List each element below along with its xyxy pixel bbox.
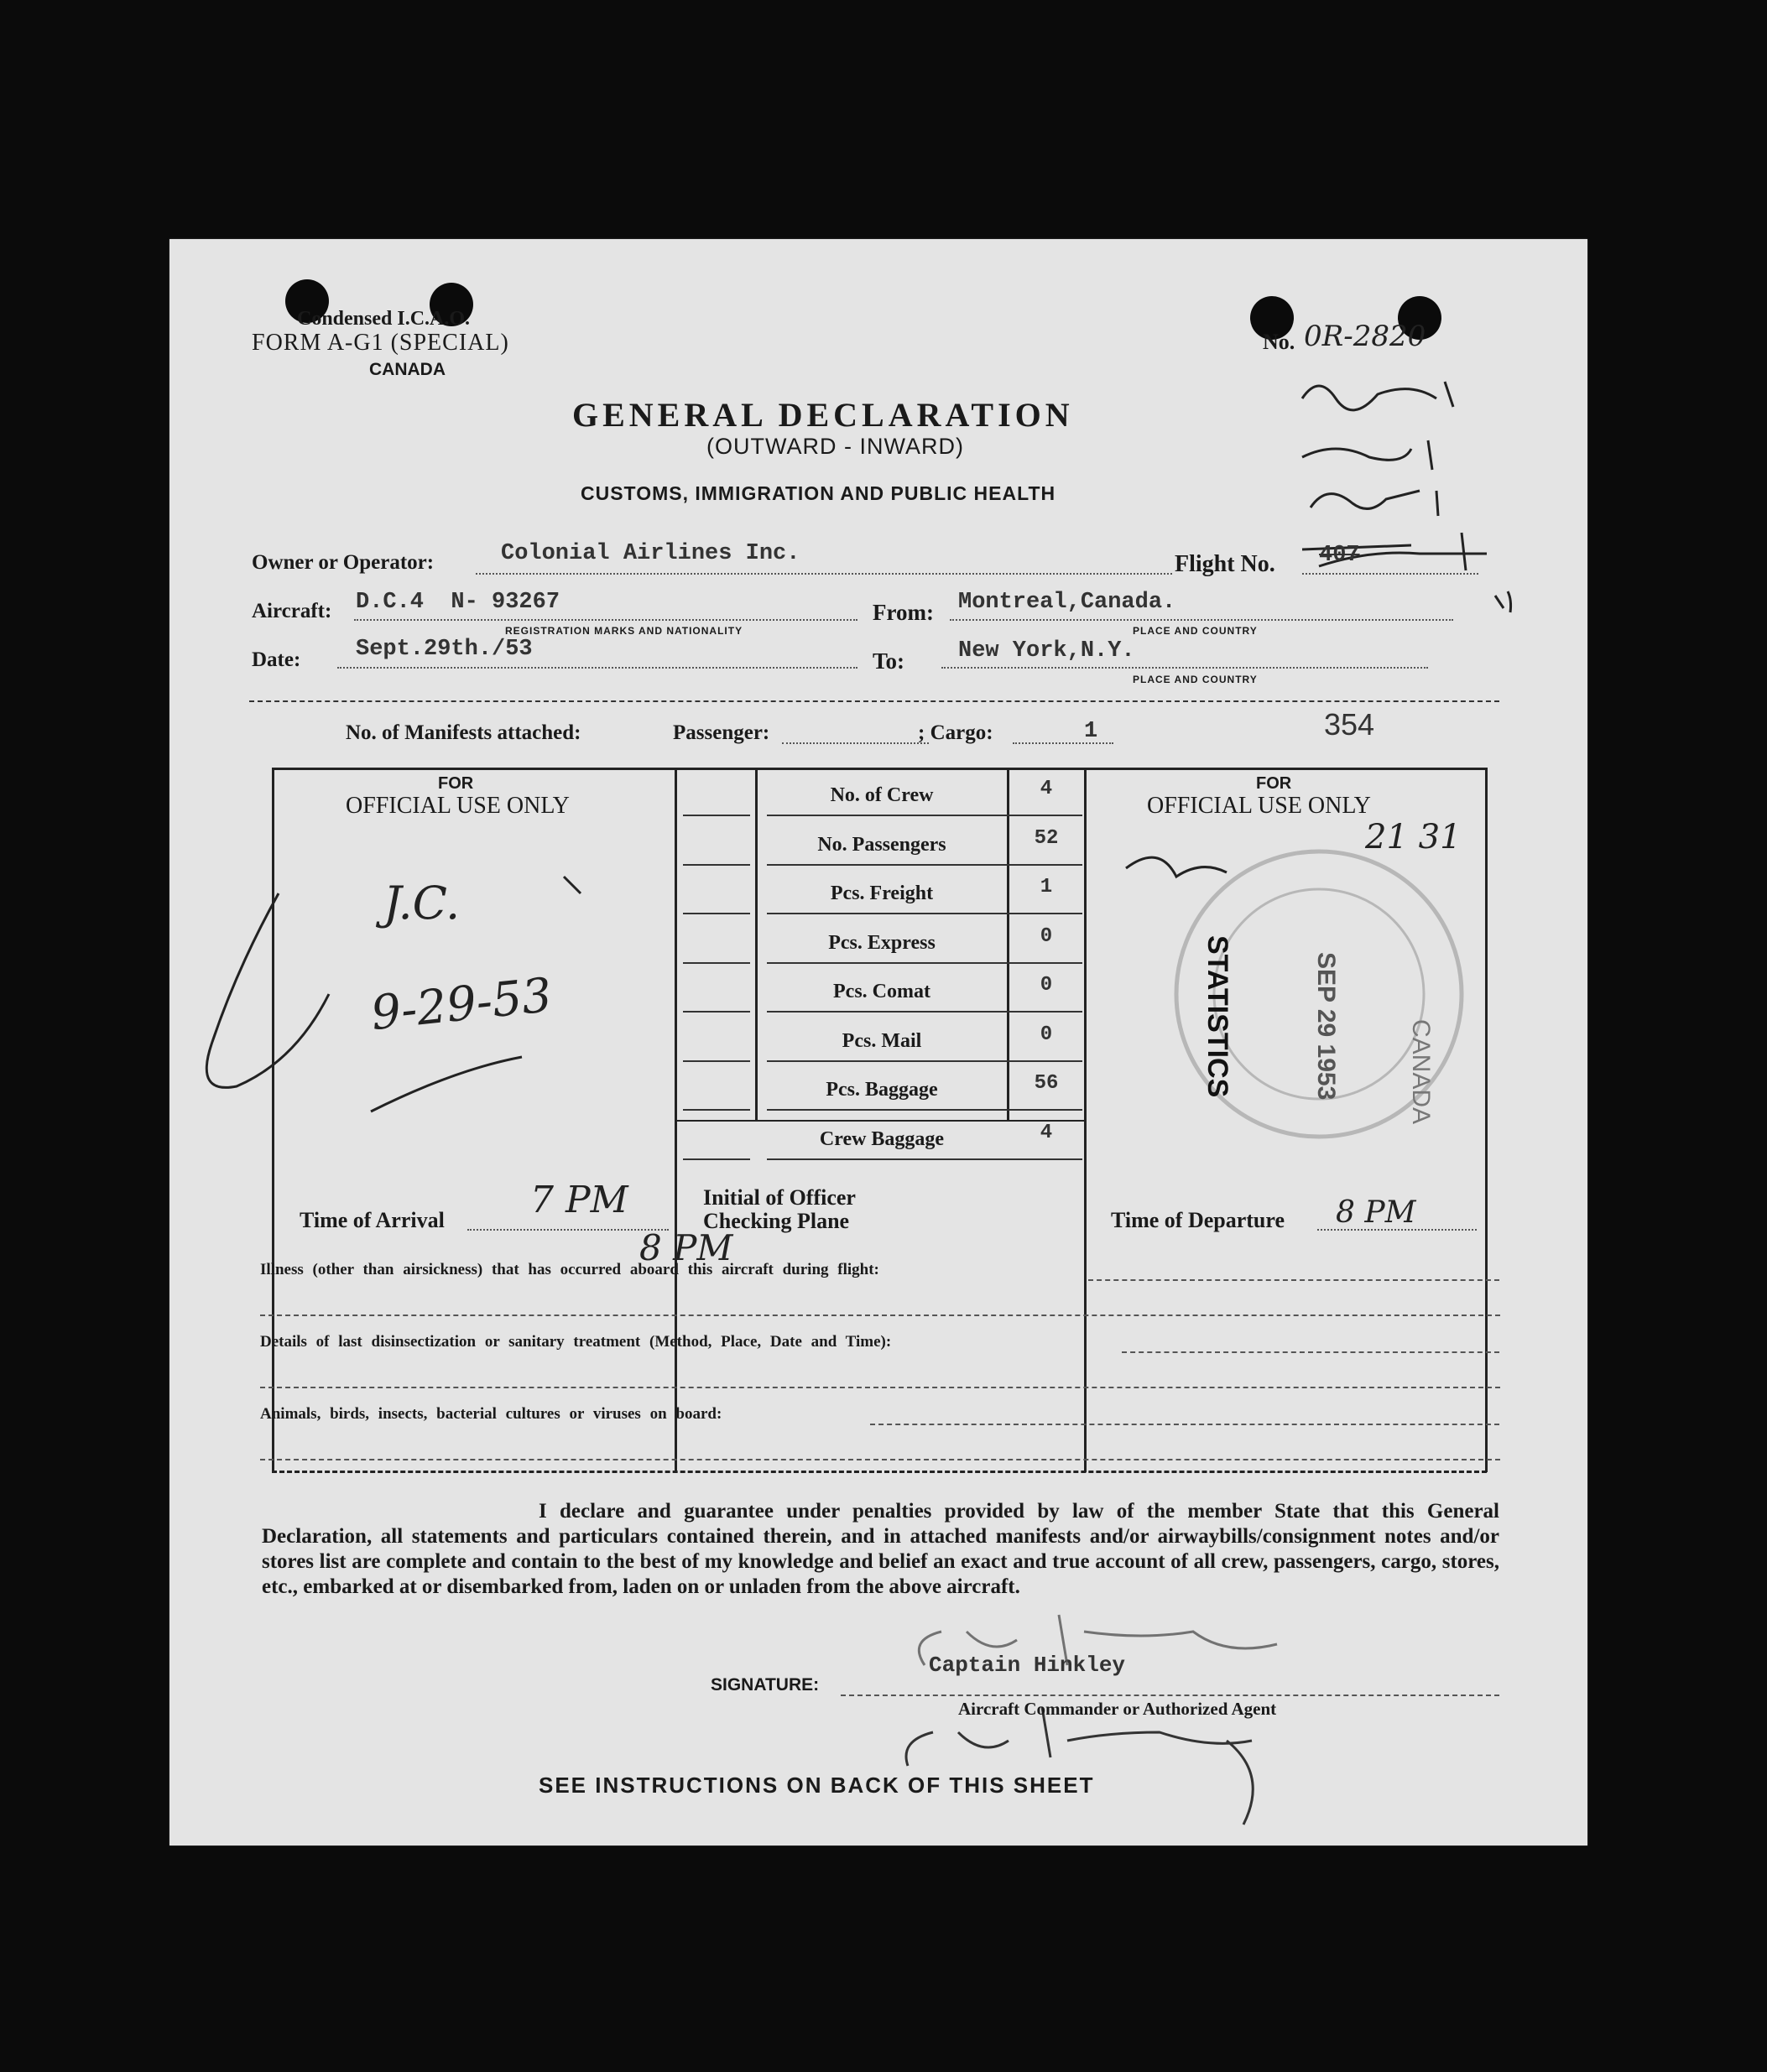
manifests-label: No. of Manifests attached: — [346, 721, 581, 744]
from-value: Montreal,Canada. — [958, 590, 1176, 615]
row-rule — [767, 815, 1082, 816]
row-label: Crew Baggage — [819, 1127, 945, 1150]
flight-label: Flight No. — [1175, 551, 1275, 577]
row-rule — [767, 1011, 1082, 1013]
from-caption: PLACE AND COUNTRY — [1133, 625, 1258, 637]
right-header-2: OFFICIAL USE ONLY — [1147, 793, 1371, 819]
date-value: Sept.29th./53 — [356, 637, 533, 662]
typed-signature-name: Captain Hinkley — [929, 1653, 1126, 1678]
aircraft-caption: REGISTRATION MARKS AND NATIONALITY — [505, 625, 743, 637]
form-line-3: CANADA — [369, 360, 446, 379]
page-subtitle-2: CUSTOMS, IMMIGRATION AND PUBLIC HEALTH — [581, 482, 1056, 504]
row-blank-rule — [683, 1060, 750, 1062]
departure-time-handwritten: 8 PM — [1336, 1195, 1416, 1230]
arrival-time-handwritten-2: 8 PM — [639, 1227, 733, 1268]
illness-label: Illness (other than airsickness) that has occurred aboard this aircraft during flight: — [260, 1261, 879, 1278]
animals-label: Animals, birds, insects, bacterial cultures or viruses on board: — [260, 1405, 722, 1423]
row-rule — [767, 864, 1082, 866]
row-value: 0 — [1040, 924, 1053, 948]
page-subtitle: (OUTWARD - INWARD) — [706, 434, 964, 459]
row-label: Pcs. Mail — [842, 1029, 922, 1052]
time-departure-label: Time of Departure — [1111, 1208, 1285, 1232]
from-label: From: — [873, 600, 934, 625]
declaration-text: I declare and guarantee under penalties provided by law of the member State that this General Declaration, all statements and particulars contained therein, and in attached manifests and/or airwaybills/consignment notes and/or stores list are complete and contain to the best of my knowledge and belief an exact and true account of all crew, passengers, cargo, stores, etc., embarked at or disembarked from, laden on or unladen from the above aircraft. — [262, 1500, 1499, 1598]
passenger-label: Passenger: — [673, 721, 770, 744]
row-blank-rule — [683, 1109, 750, 1111]
row-blank-rule — [683, 864, 750, 866]
row-value: 0 — [1040, 1023, 1053, 1046]
signature-caption: Aircraft Commander or Authorized Agent — [958, 1699, 1277, 1719]
stamp-statistics: STATISTICS — [1201, 935, 1233, 1098]
owner-value: Colonial Airlines Inc. — [501, 541, 800, 566]
right-handwritten-numbers: 21 31 — [1365, 818, 1462, 856]
row-value: 1 — [1040, 876, 1053, 898]
row-blank-rule — [683, 1158, 750, 1160]
row-label: Pcs. Express — [828, 931, 936, 954]
to-caption: PLACE AND COUNTRY — [1133, 674, 1258, 685]
row-rule — [767, 913, 1082, 914]
footer-instructions: SEE INSTRUCTIONS ON BACK OF THIS SHEET — [539, 1773, 1095, 1798]
flight-value: 407 — [1319, 543, 1360, 568]
right-header-1: FOR — [1256, 774, 1292, 793]
cargo-value: 1 — [1084, 719, 1098, 744]
signature-label: SIGNATURE: — [711, 1675, 820, 1695]
row-blank-rule — [683, 913, 750, 914]
row-rule — [767, 962, 1082, 964]
left-header-2: OFFICIAL USE ONLY — [346, 793, 570, 819]
stamp-canada: CANADA — [1407, 1019, 1435, 1125]
margin-handwriting — [1285, 365, 1562, 642]
number-label: No. — [1263, 330, 1295, 354]
left-header-1: FOR — [438, 774, 474, 793]
initial-label-2: Checking Plane — [703, 1209, 850, 1233]
row-label: Pcs. Comat — [833, 981, 930, 1002]
row-rule — [767, 1060, 1082, 1062]
row-value: 4 — [1040, 778, 1053, 800]
document-page — [169, 239, 1587, 1846]
stamp-date: SEP 29 1953 — [1312, 952, 1340, 1101]
stamp-number: 354 — [1324, 707, 1375, 742]
left-handwritten-date: 9-29-53 — [368, 967, 555, 1042]
left-handwriting-strokes — [186, 843, 656, 1162]
row-value: 4 — [1040, 1121, 1053, 1144]
date-label: Date: — [252, 648, 301, 671]
handwritten-signature — [891, 1606, 1428, 1858]
aircraft-label: Aircraft: — [252, 600, 332, 622]
row-blank-rule — [683, 962, 750, 964]
row-label: No. Passengers — [817, 833, 946, 856]
row-rule — [767, 1109, 1082, 1111]
form-line-2: FORM A-G1 (SPECIAL) — [252, 330, 509, 356]
row-blank-rule — [683, 815, 750, 816]
page-title: GENERAL DECLARATION — [572, 396, 1074, 434]
initial-label-1: Initial of Officer — [703, 1185, 856, 1210]
to-label: To: — [873, 648, 905, 674]
to-value: New York,N.Y. — [958, 638, 1135, 664]
row-label: No. of Crew — [830, 784, 934, 806]
number-value: 0R-2820 — [1304, 320, 1426, 353]
row-value: 52 — [1034, 826, 1059, 850]
left-handwritten-initials: J.C. — [383, 877, 461, 929]
row-label: Pcs. Baggage — [826, 1079, 938, 1101]
arrival-time-handwritten: 7 PM — [530, 1179, 628, 1221]
customs-stamp — [1109, 826, 1487, 1204]
cargo-label: ; Cargo: — [918, 721, 993, 744]
aircraft-value: D.C.4 N- 93267 — [356, 590, 560, 615]
form-line-1: Condensed I.C.A.O. — [297, 308, 471, 330]
disinsection-label: Details of last disinsectization or sanitary treatment (Method, Place, Date and Time): — [260, 1333, 892, 1351]
row-label: Pcs. Freight — [830, 882, 934, 904]
row-rule — [767, 1158, 1082, 1160]
row-value: 0 — [1040, 974, 1053, 997]
row-blank-rule — [683, 1011, 750, 1013]
time-arrival-label: Time of Arrival — [300, 1208, 445, 1232]
owner-label: Owner or Operator: — [252, 551, 435, 574]
row-value: 56 — [1034, 1072, 1059, 1095]
